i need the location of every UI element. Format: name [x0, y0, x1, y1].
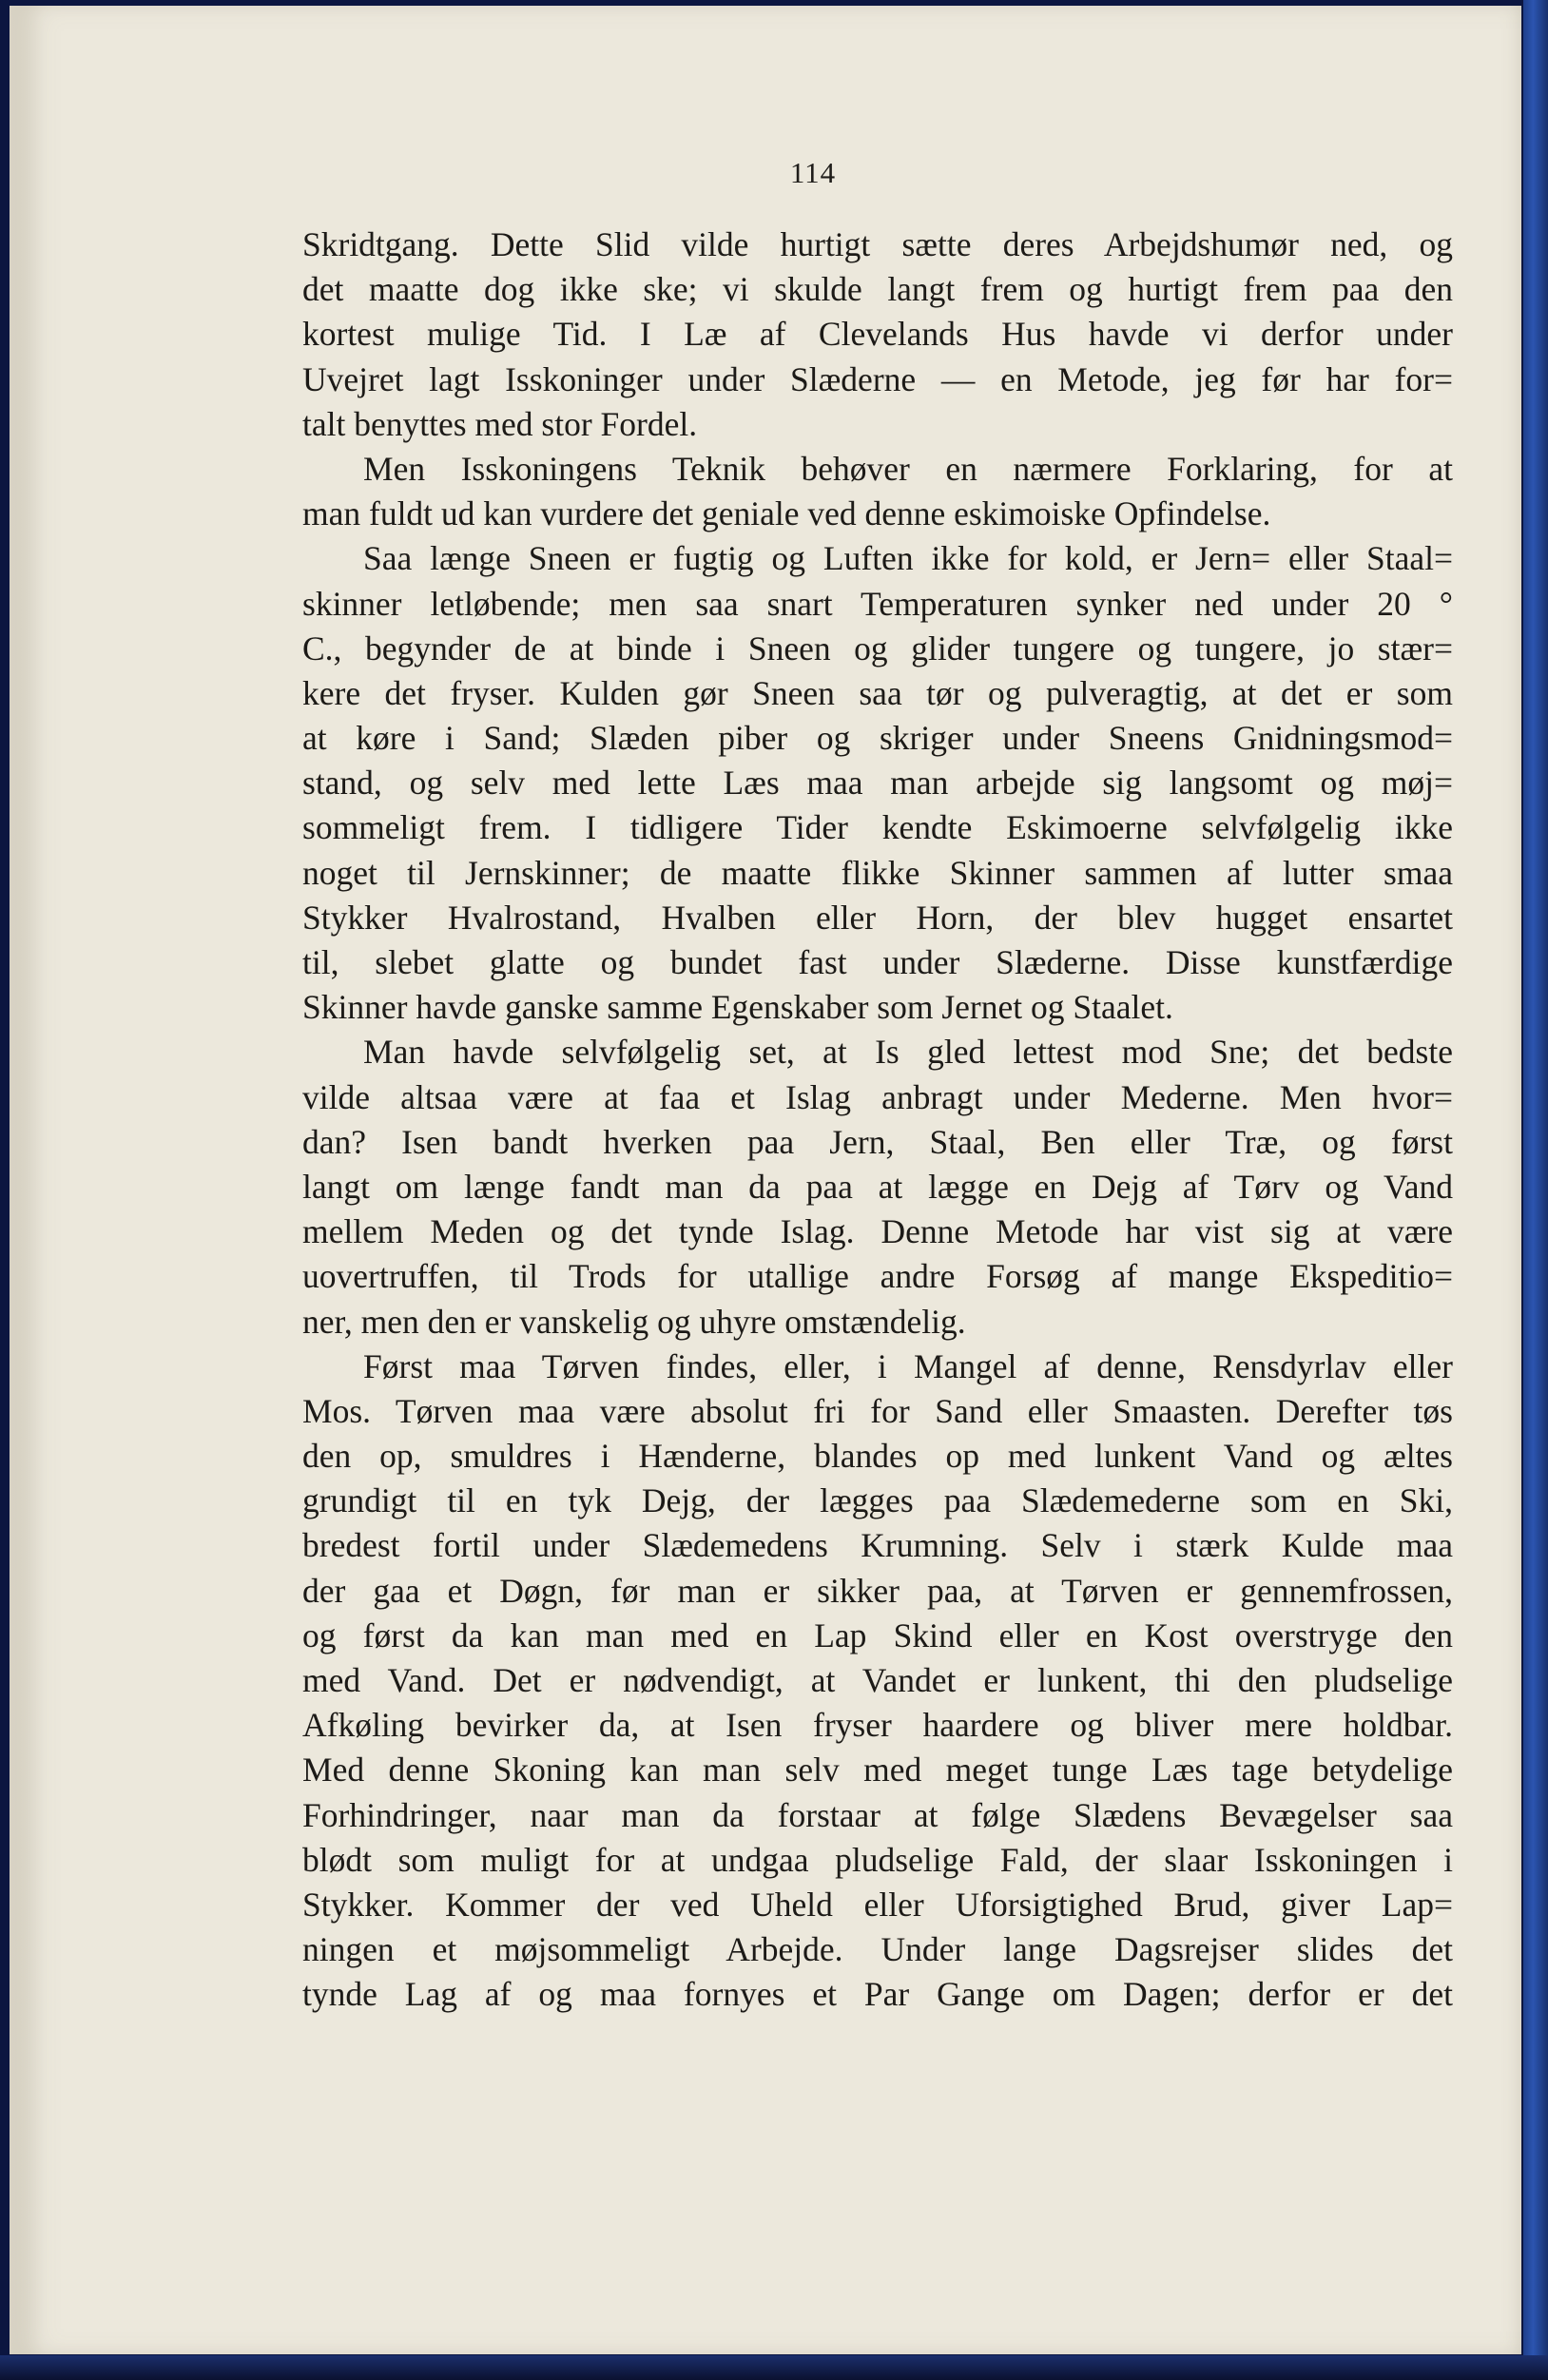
text-line: skinner letløbende; men saa snart Temperaturen synker ned under 20 ° [302, 584, 1453, 623]
book-binding-edge [1523, 0, 1548, 2380]
body-text [302, 223, 1453, 2018]
page-number: 114 [789, 156, 837, 189]
text-line: tynde Lag af og maa fornyes et Par Gange om Dagen; derfor er det [302, 1975, 1453, 2014]
text-line: Uvejret lagt Isskoninger under Slæderne — en Metode, jeg før har for= [302, 359, 1453, 398]
book-page [10, 6, 1521, 2354]
text-line: Skridtgang. Dette Slid vilde hurtigt sætte deres Arbejdshumør ned, og [302, 225, 1453, 263]
text-line: der gaa et Døgn, før man er sikker paa, at Tørven er gennemfrossen, [302, 1571, 1453, 1610]
text-line: den op, smuldres i Hænderne, blandes op med lunkent Vand og æltes [302, 1437, 1453, 1476]
text-line: Med denne Skoning kan man selv med meget tunge Læs tage betydelige [302, 1751, 1453, 1790]
page-gutter-shadow [10, 6, 44, 2354]
text-line: blødt som muligt for at undgaa pludselige Fald, der slaar Isskoningen i [302, 1840, 1453, 1879]
text-line: mellem Meden og det tynde Islag. Denne Metode har vist sig at være [302, 1212, 1453, 1251]
text-line: Stykker Hvalrostand, Hvalben eller Horn, der blev hugget ensartet [302, 898, 1453, 937]
text-line: kere det fryser. Kulden gør Sneen saa tør og pulveragtig, at det er som [302, 673, 1453, 712]
text-line: og først da kan man med en Lap Skind eller en Kost overstryge den [302, 1616, 1453, 1654]
text-line: man fuldt ud kan vurdere det geniale ved denne eskimoiske Opfindelse. [302, 494, 1271, 533]
text-line: sommeligt frem. I tidligere Tider kendte Eskimoerne selvfølgelig ikke [302, 808, 1453, 847]
text-line: Man havde selvfølgelig set, at Is gled lettest mod Sne; det bedste [363, 1033, 1453, 1072]
text-line: langt om længe fandt man da paa at lægge en Dejg af Tørv og Vand [302, 1167, 1453, 1206]
text-line: ner, men den er vanskelig og uhyre omstændelig. [302, 1302, 966, 1341]
text-line: uovertruffen, til Trods for utallige andre Forsøg af mange Ekspeditio= [302, 1257, 1453, 1296]
text-line: Saa længe Sneen er fugtig og Luften ikke for kold, er Jern= eller Staal= [363, 539, 1453, 578]
text-line: kortest mulige Tid. I Læ af Clevelands Hus havde vi derfor under [302, 315, 1453, 354]
text-line: vilde altsaa være at faa et Islag anbragt under Mederne. Men hvor= [302, 1077, 1453, 1116]
text-line: Afkøling bevirker da, at Isen fryser haardere og bliver mere holdbar. [302, 1706, 1453, 1745]
text-line: Stykker. Kommer der ved Uheld eller Uforsigtighed Brud, giver Lap= [302, 1885, 1453, 1924]
text-line: bredest fortil under Slædemedens Krumning. Selv i stærk Kulde maa [302, 1526, 1453, 1565]
text-line: Forhindringer, naar man da forstaar at følge Slædens Bevægelser saa [302, 1795, 1453, 1834]
text-line: Først maa Tørven findes, eller, i Mangel af denne, Rensdyrlav eller [363, 1346, 1453, 1385]
text-line: at køre i Sand; Slæden piber og skriger under Sneens Gnidningsmod= [302, 719, 1453, 758]
text-line: C., begynder de at binde i Sneen og glider tungere og tungere, jo stær= [302, 629, 1453, 668]
text-line: Skinner havde ganske samme Egenskaber som Jernet og Staalet. [302, 988, 1173, 1027]
text-line: det maatte dog ikke ske; vi skulde langt frem og hurtigt frem paa den [302, 270, 1453, 309]
text-line: talt benyttes med stor Fordel. [302, 404, 698, 443]
text-line: grundigt til en tyk Dejg, der lægges paa Slædemederne som en Ski, [302, 1481, 1453, 1520]
book-binding-bottom [0, 2355, 1548, 2380]
text-line: stand, og selv med lette Læs maa man arbejde sig langsomt og møj= [302, 764, 1453, 803]
text-line: ningen et møjsommeligt Arbejde. Under lange Dagsrejser slides det [302, 1930, 1453, 1969]
text-line: til, slebet glatte og bundet fast under Slæderne. Disse kunstfærdige [302, 943, 1453, 981]
text-line: Men Isskoningens Teknik behøver en nærmere Forklaring, for at [363, 449, 1453, 488]
text-line: dan? Isen bandt hverken paa Jern, Staal, Ben eller Træ, og først [302, 1122, 1453, 1161]
text-line: med Vand. Det er nødvendigt, at Vandet er lunkent, thi den pludselige [302, 1661, 1453, 1699]
text-line: Mos. Tørven maa være absolut fri for Sand eller Smaasten. Derefter tøs [302, 1391, 1453, 1430]
text-line: noget til Jernskinner; de maatte flikke Skinner sammen af lutter smaa [302, 853, 1453, 892]
